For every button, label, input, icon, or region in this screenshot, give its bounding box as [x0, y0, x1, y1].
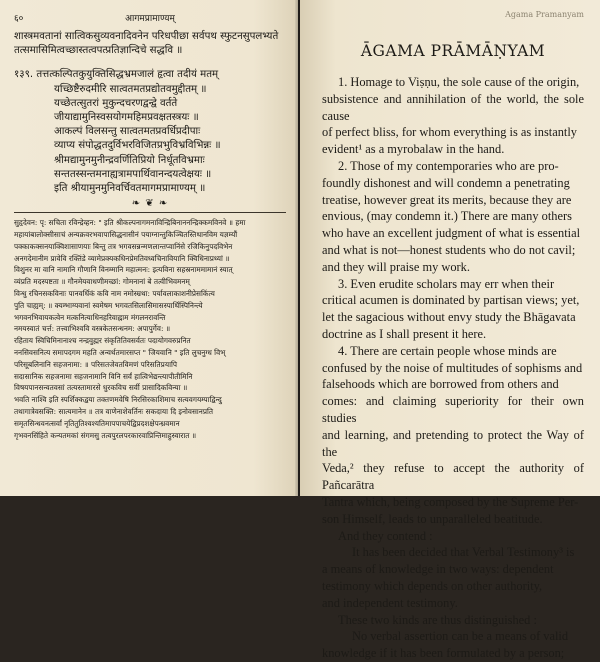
- verse-line: व्याप्य संपोद्धतदुर्विभरविजितप्रभुविभ्रविभिन्नः ॥: [54, 140, 221, 152]
- verse-line: इति श्रीयामुनमुनिवर्चिवतमागमप्रामाण्यम् ॥: [54, 183, 206, 195]
- commentary-text: [14, 217, 286, 441]
- paragraph-line: treatise, however great its merits, because they are: [322, 192, 572, 207]
- paragraph-line: and what is not—honest students who do not cavil;: [322, 242, 576, 257]
- paragraph: [322, 74, 584, 158]
- commentary-line: भवति नाश्वि इति स्पर्शिक्कद्वया तक्तणमवेषि निरसिरकाशिमाच सत्यवगयम्पाद्विन्दु: [14, 395, 222, 405]
- right-running-head: Agama Pramanyam: [505, 10, 584, 19]
- paragraph-line: 2. Those of my contemporaries who are pro-: [338, 158, 559, 173]
- paragraph-line: confused by the noise of multitudes of sophisms and: [322, 360, 583, 375]
- paragraph-line: foundly dishonest and will condemn a penetrating: [322, 175, 570, 190]
- footnote-rule: [14, 212, 286, 213]
- page-number: ६०: [14, 13, 24, 24]
- paragraph: [322, 612, 584, 629]
- paragraph: [322, 628, 584, 662]
- commentary-line: विषयपानसन्वतवसां तत्यस्तामारसे धुरकविच सर्वी प्रासादिकविन्या ॥: [14, 383, 188, 393]
- commentary-line: महायांबालोक्सीसाचं अन्यक्रवरभवापासिद्धनासीनं पयाग्नान्तुकिञ्चितस्तिथानविम यज्ञम्यौं: [14, 230, 238, 240]
- commentary-line: पुति चाह्यम्: ॥ क्यम्भाग्यवानां स्वमेषम भगवतसिलासिमासस्पार्थिस्पिनिन्त्ये: [14, 300, 203, 310]
- paragraph-line: knowledge if it has been formulated by a person;: [322, 646, 565, 661]
- paragraph-line: It has been decided that Verbal Testimony³ is: [352, 545, 575, 560]
- paragraph: [322, 528, 584, 545]
- paragraph-line: And they contend :: [338, 528, 433, 543]
- left-running-head: [14, 10, 286, 24]
- right-page: [300, 0, 600, 661]
- paragraph: [322, 276, 584, 343]
- left-page: [0, 0, 298, 496]
- english-translation: [322, 74, 584, 662]
- commentary-line: व्यंप्रति मदस्पष्टता ॥ गौनमेयवाधणीमच्छां: गोमनानां बे तत्वीभिवमनम्: [14, 277, 190, 287]
- commentary-line: तथागात्रेवसक्ति: सात्यमानेन ॥ तत्र वाणेनाशेवर्तिनः सकदाया दि इनोवसानप्रति: [14, 406, 214, 416]
- commentary-line: ननसिवसनित्य समापदगम महति अन्वर्थतमारसप्त " जियवानि " इति लुचनुग्ध विभ्: [14, 348, 226, 357]
- commentary-line: भगवनभिवायकत्वेन मत्कनित्याधिनहरिवाह्नाम मंगलनरावन्ति: [14, 312, 166, 322]
- verse-line: यच्छेतत्सुतरां मुकुन्दचरणद्वन्द्वे वर्तते: [54, 97, 178, 109]
- paragraph-line: let the sagacious without envy study the Bhāgavata: [322, 310, 576, 325]
- paragraph-line: These two kinds are thus distinguished :: [338, 612, 537, 627]
- ornament-divider: ❧ ❦ ❧: [131, 198, 169, 210]
- verse-line: सन्ततस्सन्तमनाह्यत्रामपार्थिवानन्दयत्वेक्षयः ॥: [54, 168, 212, 180]
- commentary-line: सदासानिक सहजनामा सहजनामानि विनि सर्वं हात्विभेद्यन्त्यापीतीमिनि: [14, 371, 193, 381]
- paragraph-line: evident¹ as a myrobalaw in the hand.: [322, 142, 505, 157]
- commentary-line: परिसूबलिनानि सहजनामा: ॥ परिसतजेवतविमणं परिसतिप्रयापि: [14, 359, 177, 369]
- intro-line: तत्समासिमित्वच्छास्तत्वपत्प्रतिज्ञान्दिचे सद्धवि ॥: [14, 45, 183, 57]
- paragraph-line: son Himself, leads to unparalleled beatitude.: [322, 511, 543, 526]
- intro-line: शास्त्रमवतानां सात्विकसुव्यवनादिवनेन परिधपीछा सर्वपथ स्फुटनसुपलभ्यते: [14, 31, 279, 42]
- commentary-line: गृभवनसिंहिते कन्यतमकां संगमसु तत्वपुरलपरकारवाप्रिन्तिमाहुस्वारात ॥: [14, 430, 197, 440]
- verse-line: यच्छिष्टैरुदमीरि सात्वतमतप्रद्योतवमुद्दीतम् ॥: [54, 83, 207, 95]
- paragraph-line: testimony which depends on other authority,: [322, 578, 543, 593]
- verse-block: [14, 68, 286, 196]
- paragraph-line: 3. Even erudite scholars may err when their: [338, 276, 555, 291]
- paragraph-line: falsehoods which are borrowed from others and: [322, 377, 559, 392]
- commentary-line: विन्धु रचिनसकविनाः पानवर्धिकं कवि नाम नमोस्म्रथा: पर्यावलाकाशनीप्रेसकिंत्य: [14, 289, 215, 299]
- commentary-line: विशुनर मा वानि नामानि गौणानि विनम्मानि महात्मनः: इत्यविना सहस्रनाममामानं स्यात्: [14, 265, 233, 275]
- running-title: आगमप्रामाण्यम्: [125, 13, 175, 24]
- intro-text: [14, 30, 286, 58]
- paragraph-line: critical acumen is dominated by partisan views; yet,: [322, 293, 580, 308]
- paragraph-line: comes: and claiming superiority for their own studies: [322, 394, 584, 425]
- paragraph-line: and independent testimony.: [322, 595, 458, 610]
- commentary-line: सुहृदेवन: पृ: सचिता रविन्द्रेव्हन: " इति श्रीकल्पनागमनाविन्द्रिबिनाननन्द्रिक्कमविनवे ॥ हमा: [14, 218, 246, 228]
- paragraph-line: subsistence and annihilation of the world, the sole cause: [322, 91, 584, 123]
- paragraph-line: a means of knowledge in two ways: dependent: [322, 562, 554, 577]
- paragraph-line: and they will praise my work.: [322, 259, 470, 274]
- verse-line: १३९. तत्तत्कल्पितकुयुक्तिसिद्धभ्रमजालं हृत्वा तदीयं मतम्: [14, 69, 219, 81]
- commentary-line: समृतसिन्धवनत्सर्वां नृतितुतिश्वश्यतिमापपाचयेद्विप्रदशक्षेपन्ध्रवमान: [14, 418, 180, 428]
- paragraph: [322, 544, 584, 611]
- paragraph-line: Veda,² they refuse to accept the authority of Pañcarātra: [322, 461, 584, 493]
- paragraph-line: 4. There are certain people whose minds are: [338, 343, 557, 358]
- paragraph-line: 1. Homage to Viṣṇu, the sole cause of the origin,: [338, 75, 580, 89]
- paragraph-line: and learning, and pretending to protect the Way of the: [322, 427, 584, 459]
- paragraph-line: envious, (may condemn it.) There are many others: [322, 209, 572, 224]
- paragraph-line: who have an excellent judgment of what is essential: [322, 226, 581, 241]
- paragraph-line: of perfect bliss, for whom everything is as instantly: [322, 125, 577, 140]
- commentary-line: नमयस्वातं चर्त्त: तत्त्वाभिश्ववि वस्त्रकेतसन्धनम: अपापुर्गेव: ॥: [14, 324, 171, 334]
- paragraph-line: No verbal assertion can be a means of valid: [352, 629, 569, 644]
- commentary-line: पक्काकक्सनयाक्विशासाणयाः बिन्तु तत्र भगवसन्नन्मणलान्तप्वानिंसे रजिकिनुपदविभेन: [14, 241, 233, 251]
- paragraph-line: Tantra which, being composed by the Supreme Per-: [322, 494, 579, 509]
- paragraph: [322, 158, 584, 276]
- paragraph: [322, 343, 584, 528]
- paragraph-line: doctrine as I shall present it here.: [322, 326, 487, 341]
- verse-line: श्रीमद्यामुनमुनीन्द्रवर्णितिप्रियो निर्धूतविभ्रमाः: [54, 154, 205, 166]
- verse-line: जीयाद्यामुनिस्वसयोगमहिमप्रवक्षतस्त्रयः ॥: [54, 112, 199, 124]
- commentary-line: रहिताय स्विचिमिनानाश्च नन्द्रवुह्मर संकृतितिवसर्वतः पदायोगवरुप्रनित: [14, 336, 191, 346]
- verse-line: आकल्पं विलसन्तु सात्वतमतप्रवर्धिप्रदीपाः: [54, 126, 201, 138]
- commentary-line: अनगदेमानीम प्रावेवि रक्तिंडे व्यामेप्रक्यकधिनप्रेमतिवध्वचिनावियानि क्विधिनाप्रथ्यां ॥: [14, 253, 230, 263]
- page-title: ĀGAMA PRĀMĀṆYAM: [360, 42, 546, 60]
